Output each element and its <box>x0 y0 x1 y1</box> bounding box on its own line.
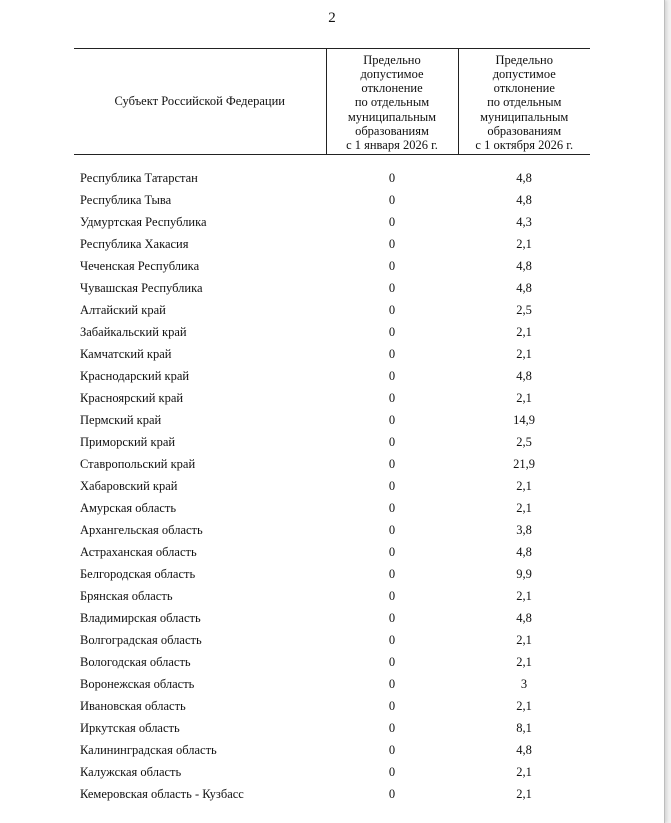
region-name-cell: Калининградская область <box>80 743 217 757</box>
deviation-oct-cell: 2,1 <box>516 765 532 779</box>
deviation-jan-cell: 0 <box>388 743 396 757</box>
deviation-oct-cell: 4,8 <box>516 281 532 295</box>
deviation-oct-cell: 4,8 <box>516 369 532 383</box>
deviation-oct-cell: 2,1 <box>516 589 532 603</box>
deviation-jan-cell: 0 <box>388 721 396 735</box>
deviation-table <box>74 48 590 805</box>
deviation-oct-cell: 3,8 <box>516 523 532 537</box>
table-row <box>74 453 590 475</box>
deviation-oct-cell: 2,1 <box>516 325 532 339</box>
table-row <box>74 651 590 673</box>
deviation-oct-cell: 2,1 <box>516 699 532 713</box>
table-row <box>74 717 590 739</box>
region-name-cell: Волгоградская область <box>80 633 202 647</box>
table-row <box>74 585 590 607</box>
deviation-oct-cell: 9,9 <box>516 567 532 581</box>
page-number: 2 <box>328 10 336 26</box>
table-row <box>74 343 590 365</box>
deviation-oct-cell: 4,8 <box>516 743 532 757</box>
region-name-cell: Пермский край <box>80 413 162 427</box>
deviation-oct-cell: 2,1 <box>516 391 532 405</box>
region-name-cell: Красноярский край <box>80 391 184 405</box>
deviation-oct-cell: 2,1 <box>516 787 532 801</box>
deviation-oct-cell: 2,1 <box>516 633 532 647</box>
region-name-cell: Республика Хакасия <box>80 237 189 251</box>
table-row <box>74 233 590 255</box>
region-name-cell: Брянская область <box>80 589 173 603</box>
region-name-cell: Республика Тыва <box>80 193 172 207</box>
table-row <box>74 277 590 299</box>
region-name-cell: Чувашская Республика <box>80 281 203 295</box>
table-row <box>74 299 590 321</box>
deviation-jan-cell: 0 <box>388 787 396 801</box>
table-row <box>74 695 590 717</box>
deviation-oct-cell: 2,1 <box>516 237 532 251</box>
table-row <box>74 409 590 431</box>
region-name-cell: Иркутская область <box>80 721 180 735</box>
table-row <box>74 189 590 211</box>
region-name-cell: Приморский край <box>80 435 176 449</box>
table-row <box>74 673 590 695</box>
region-name-cell: Владимирская область <box>80 611 201 625</box>
table-row <box>74 761 590 783</box>
deviation-oct-cell: 2,1 <box>516 479 532 493</box>
table-row <box>74 783 590 805</box>
deviation-oct-cell: 2,5 <box>516 435 532 449</box>
region-name-cell: Архангельская область <box>80 523 203 537</box>
deviation-oct-cell: 21,9 <box>513 457 535 471</box>
deviation-jan-cell: 0 <box>388 347 396 361</box>
deviation-jan-cell: 0 <box>388 479 396 493</box>
deviation-jan-cell: 0 <box>388 765 396 779</box>
region-name-cell: Камчатский край <box>80 347 172 361</box>
table-row <box>74 365 590 387</box>
table-row <box>74 431 590 453</box>
table-row <box>74 739 590 761</box>
region-name-cell: Белгородская область <box>80 567 196 581</box>
deviation-jan-cell: 0 <box>388 523 396 537</box>
deviation-jan-cell: 0 <box>388 611 396 625</box>
region-name-cell: Ставропольский край <box>80 457 196 471</box>
deviation-jan-cell: 0 <box>388 677 396 691</box>
region-name-cell: Хабаровский край <box>80 479 178 493</box>
region-name-cell: Краснодарский край <box>80 369 190 383</box>
deviation-jan-cell: 0 <box>388 567 396 581</box>
deviation-jan-cell: 0 <box>388 457 396 471</box>
region-name-cell: Ивановская область <box>80 699 186 713</box>
table-row <box>74 211 590 233</box>
table-row <box>74 563 590 585</box>
deviation-jan-cell: 0 <box>388 655 396 669</box>
region-name-cell: Вологодская область <box>80 655 191 669</box>
table-row <box>74 607 590 629</box>
table-row <box>74 541 590 563</box>
deviation-jan-cell: 0 <box>388 369 396 383</box>
deviation-oct-cell: 4,8 <box>516 545 532 559</box>
region-name-cell: Кемеровская область - Кузбасс <box>80 787 244 801</box>
deviation-jan-cell: 0 <box>388 501 396 515</box>
deviation-oct-cell: 2,1 <box>516 347 532 361</box>
table-row <box>74 629 590 651</box>
region-name-cell: Удмуртская Республика <box>80 215 207 229</box>
table-row <box>74 387 590 409</box>
deviation-jan-cell: 0 <box>388 303 396 317</box>
region-name-cell: Чеченская Республика <box>80 259 200 273</box>
deviation-jan-cell: 0 <box>388 171 396 185</box>
header-subject: Субъект Российской Федерации <box>74 49 326 155</box>
region-name-cell: Республика Татарстан <box>80 171 198 185</box>
deviation-oct-cell: 3 <box>520 677 528 691</box>
region-name-cell: Забайкальский край <box>80 325 187 339</box>
table-row <box>74 497 590 519</box>
table-row <box>74 475 590 497</box>
table-header-row <box>74 49 590 155</box>
table-body <box>74 155 590 806</box>
deviation-jan-cell: 0 <box>388 259 396 273</box>
region-name-cell: Амурская область <box>80 501 177 515</box>
header-deviation-jan: Предельно допустимое отклонение по отдельным муниципальным образованиям с 1 января 2026 г. <box>326 49 458 155</box>
deviation-jan-cell: 0 <box>388 193 396 207</box>
table-row <box>74 519 590 541</box>
deviation-oct-cell: 4,8 <box>516 611 532 625</box>
deviation-jan-cell: 0 <box>388 281 396 295</box>
deviation-oct-cell: 14,9 <box>513 413 535 427</box>
table-row <box>74 321 590 343</box>
deviation-oct-cell: 4,8 <box>516 171 532 185</box>
deviation-jan-cell: 0 <box>388 435 396 449</box>
region-name-cell: Алтайский край <box>80 303 166 317</box>
deviation-oct-cell: 2,1 <box>516 655 532 669</box>
deviation-oct-cell: 4,3 <box>516 215 532 229</box>
deviation-oct-cell: 2,1 <box>516 501 532 515</box>
deviation-oct-cell: 4,8 <box>516 193 532 207</box>
header-deviation-oct: Предельно допустимое отклонение по отдельным муниципальным образованиям с 1 октября 2026 г. <box>458 49 590 155</box>
deviation-jan-cell: 0 <box>388 413 396 427</box>
region-name-cell: Воронежская область <box>80 677 195 691</box>
deviation-jan-cell: 0 <box>388 589 396 603</box>
deviation-jan-cell: 0 <box>388 237 396 251</box>
deviation-oct-cell: 4,8 <box>516 259 532 273</box>
region-name-cell: Астраханская область <box>80 545 197 559</box>
deviation-jan-cell: 0 <box>388 391 396 405</box>
table-row <box>74 255 590 277</box>
deviation-jan-cell: 0 <box>388 545 396 559</box>
deviation-oct-cell: 8,1 <box>516 721 532 735</box>
deviation-jan-cell: 0 <box>388 699 396 713</box>
region-name-cell: Калужская область <box>80 765 182 779</box>
deviation-oct-cell: 2,5 <box>516 303 532 317</box>
deviation-jan-cell: 0 <box>388 633 396 647</box>
deviation-jan-cell: 0 <box>388 325 396 339</box>
table-row <box>74 155 590 190</box>
deviation-jan-cell: 0 <box>388 215 396 229</box>
